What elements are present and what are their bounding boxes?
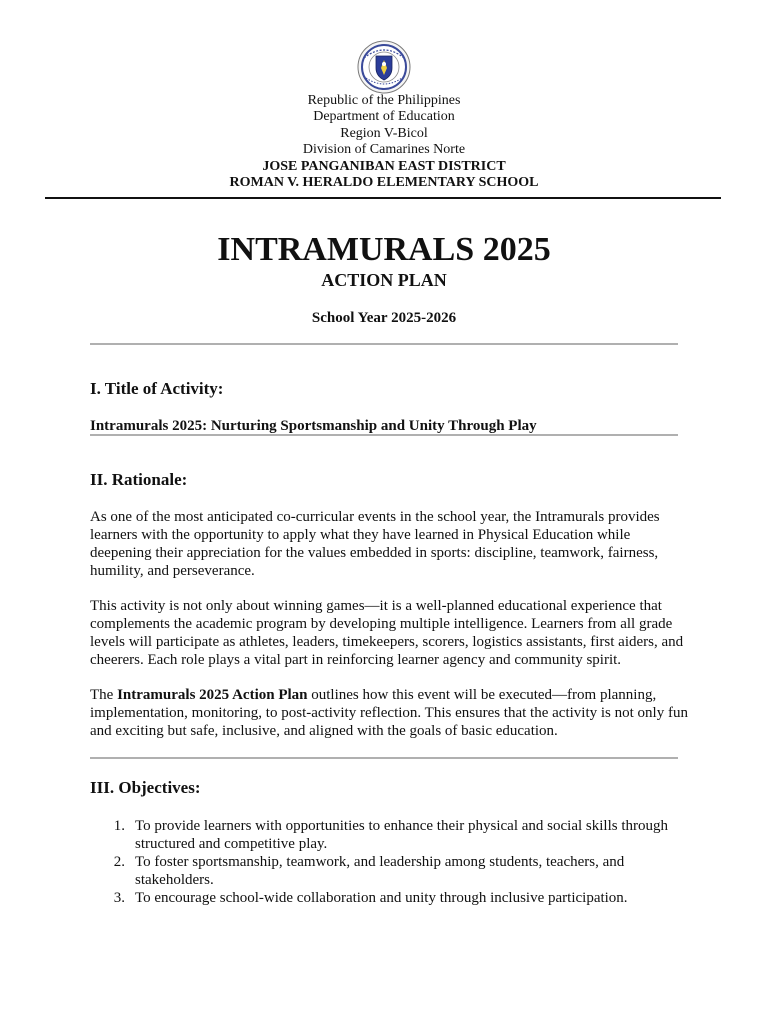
header-district: JOSE PANGANIBAN EAST DISTRICT — [262, 159, 506, 174]
list-item — [90, 889, 690, 907]
rationale-p3-rest: outlines how this event will be executed—from planning, implementation, monitoring, to post-activity reflection. This ensures that the activity is not only fun and exciting but safe, inclusive, and aligned with the goals of basic education. — [90, 687, 688, 739]
header-department: Department of Education — [313, 109, 455, 124]
activity-title: Intramurals 2025: Nurturing Sportsmanship and Unity Through Play — [90, 418, 537, 434]
list-item-number: 1. — [113, 818, 125, 834]
section-heading-title-of-activity: I. Title of Activity: — [90, 379, 224, 398]
header-division: Division of Camarines Norte — [302, 142, 466, 157]
rationale-paragraph-2: This activity is not only about winning games—it is a well-planned educational experience that complements the academic program by developing multiple intelligence. Learners from all grade levels will participate as athletes, leaders, timekeepers, scorers, logistics assistants, first aiders, and cheerers. Each role plays a vital part in reinforcing learner agency and community spirit. — [90, 598, 684, 668]
list-item-text: To encourage school-wide collaboration and unity through inclusive participation. — [135, 890, 628, 906]
header-republic: Republic of the Philippines — [307, 93, 461, 108]
section-divider — [90, 757, 678, 759]
header-school: ROMAN V. HERALDO ELEMENTARY SCHOOL — [229, 175, 539, 190]
page-subtitle: ACTION PLAN — [321, 270, 447, 290]
header-region: Region V-Bicol — [340, 126, 428, 141]
rationale-p3-bold: Intramurals 2025 Action Plan — [117, 687, 308, 703]
list-item — [90, 817, 690, 853]
deped-seal-icon — [354, 40, 414, 94]
rationale-p3-prefix: The — [90, 687, 118, 703]
school-year: School Year 2025-2026 — [311, 310, 457, 326]
list-item-text: To provide learners with opportunities to enhance their physical and social skills through structured and competitive play. — [135, 818, 668, 852]
list-item-text: To foster sportsmanship, teamwork, and leadership among students, teachers, and stakeholders. — [135, 854, 625, 888]
rationale-paragraph-3 — [90, 686, 690, 740]
list-item-number: 3. — [113, 890, 125, 906]
section-divider — [90, 434, 678, 436]
section-heading-rationale: II. Rationale: — [90, 470, 188, 489]
rationale-paragraph-1: As one of the most anticipated co-curricular events in the school year, the Intramurals provides learners with the opportunity to apply what they have learned in Physical Education while deepening their appreciation for the values embedded in sports: discipline, teamwork, fairness, humility, and perseverance. — [90, 509, 660, 579]
header-divider — [45, 197, 721, 199]
objectives-list — [90, 817, 690, 907]
section-divider — [90, 343, 678, 345]
list-item — [90, 853, 690, 889]
section-heading-objectives: III. Objectives: — [90, 778, 201, 797]
list-item-number: 2. — [113, 854, 125, 870]
page-title: INTRAMURALS 2025 — [217, 231, 551, 268]
